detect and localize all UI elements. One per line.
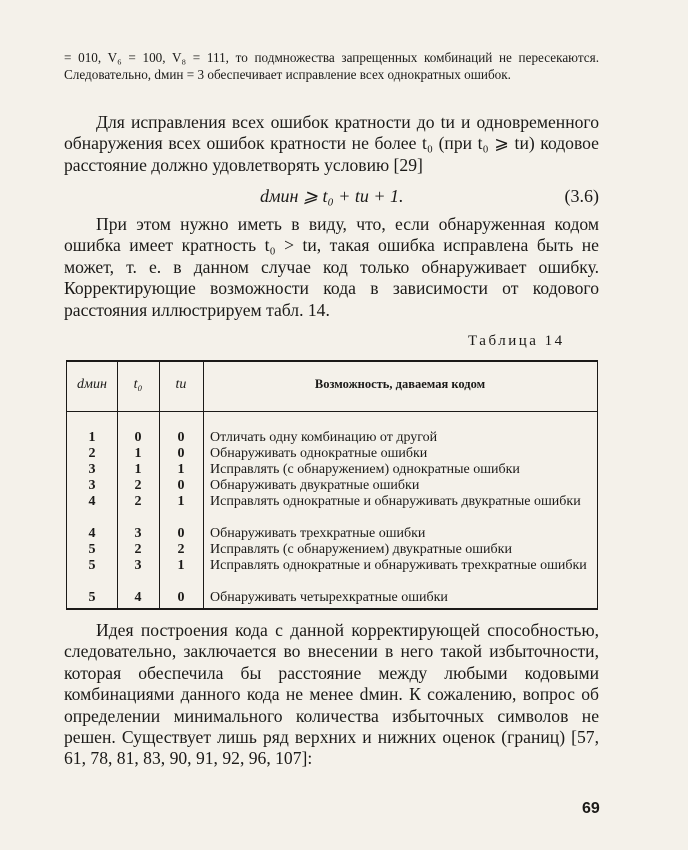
header-dmin: dмин — [77, 377, 107, 392]
formula-number: (3.6) — [564, 186, 599, 206]
cell-ti: 1 — [177, 558, 185, 573]
cell-ti: 2 — [177, 542, 185, 557]
cell-ti: 1 — [177, 494, 185, 509]
correction-table — [66, 360, 598, 610]
cell-ti: 1 — [177, 462, 185, 477]
cell-dmin: 4 — [88, 526, 96, 541]
cell-capability: Исправлять однократные и обнаруживать трехкратные ошибки — [210, 558, 587, 573]
cell-capability: Обнаруживать однократные ошибки — [210, 446, 428, 461]
cell-t0: 1 — [134, 462, 142, 477]
cell-capability: Обнаруживать трехкратные ошибки — [210, 526, 426, 541]
cell-capability: Отличать одну комбинацию от другой — [210, 430, 438, 445]
paragraph-code-construction: Идея построения кода с данной корректирующей способностью, следовательно, заключается во внесении в него такой избыточности, которая обеспечила бы расстояние между любыми кодовыми комбинациями данного кода не менее dмин. К сожалению, вопрос об определении минимального количества избыточных символов не решен. Существует лишь ряд верхних и нижних оценок (границ) [57, 61, 78, 81, 83, 90, 91, 92, 96, 107]: — [64, 620, 599, 769]
cell-t0: 4 — [134, 590, 142, 605]
cell-capability: Обнаруживать четырехкратные ошибки — [210, 590, 448, 605]
header-t0: t₀ — [133, 377, 143, 392]
table-caption: Таблица 14 — [468, 333, 565, 349]
cell-dmin: 3 — [88, 462, 96, 477]
formula-expression: dмин ⩾ t₀ + tи + 1. — [260, 186, 404, 206]
cell-dmin: 3 — [88, 478, 96, 493]
cell-capability: Исправлять (с обнаружением) однократные ошибки — [210, 462, 520, 477]
page-number: 69 — [582, 800, 600, 817]
cell-ti: 0 — [177, 446, 185, 461]
formula-3-6 — [64, 186, 599, 210]
cell-ti: 0 — [177, 478, 185, 493]
cell-ti: 0 — [177, 526, 185, 541]
cell-dmin: 5 — [88, 542, 96, 557]
cell-t0: 2 — [134, 494, 142, 509]
cell-t0: 3 — [134, 558, 142, 573]
intro-paragraph: = 010, V₆ = 100, V₈ = 111, то подмножества запрещенных комбинаций не пересекаются. Следовательно, dмин = 3 обеспечивает исправление всех однократных ошибок. — [64, 50, 599, 82]
cell-t0: 2 — [134, 478, 142, 493]
cell-dmin: 1 — [88, 430, 96, 445]
table-header-row — [67, 362, 597, 412]
cell-ti: 0 — [177, 590, 185, 605]
cell-t0: 2 — [134, 542, 142, 557]
cell-t0: 1 — [134, 446, 142, 461]
cell-capability: Обнаруживать двукратные ошибки — [210, 478, 420, 493]
cell-capability: Исправлять (с обнаружением) двукратные ошибки — [210, 542, 512, 557]
cell-t0: 0 — [134, 430, 142, 445]
cell-capability: Исправлять однократные и обнаруживать двукратные ошибки — [210, 494, 581, 509]
cell-ti: 0 — [177, 430, 185, 445]
cell-dmin: 2 — [88, 446, 96, 461]
paragraph-error-correction: Для исправления всех ошибок кратности до tи и одновременного обнаружения всех ошибок кратности не более t₀ (при t₀ ⩾ tи) кодовое расстояние должно удовлетворять условию [29] — [64, 112, 599, 175]
cell-dmin: 5 — [88, 558, 96, 573]
header-ti: tи — [175, 377, 187, 392]
cell-t0: 3 — [134, 526, 142, 541]
header-capability: Возможность, даваемая кодом — [314, 377, 486, 391]
cell-dmin: 5 — [88, 590, 96, 605]
cell-dmin: 4 — [88, 494, 96, 509]
paragraph-table-intro: При этом нужно иметь в виду, что, если обнаруженная кодом ошибка имеет кратность t₀ > tи, такая ошибка исправлена быть не может, т. е. в данном случае код только обнаруживает ошибку. Корректирующие возможности кода в зависимости от кодового расстояния иллюстрируем табл. 14. — [64, 214, 599, 320]
